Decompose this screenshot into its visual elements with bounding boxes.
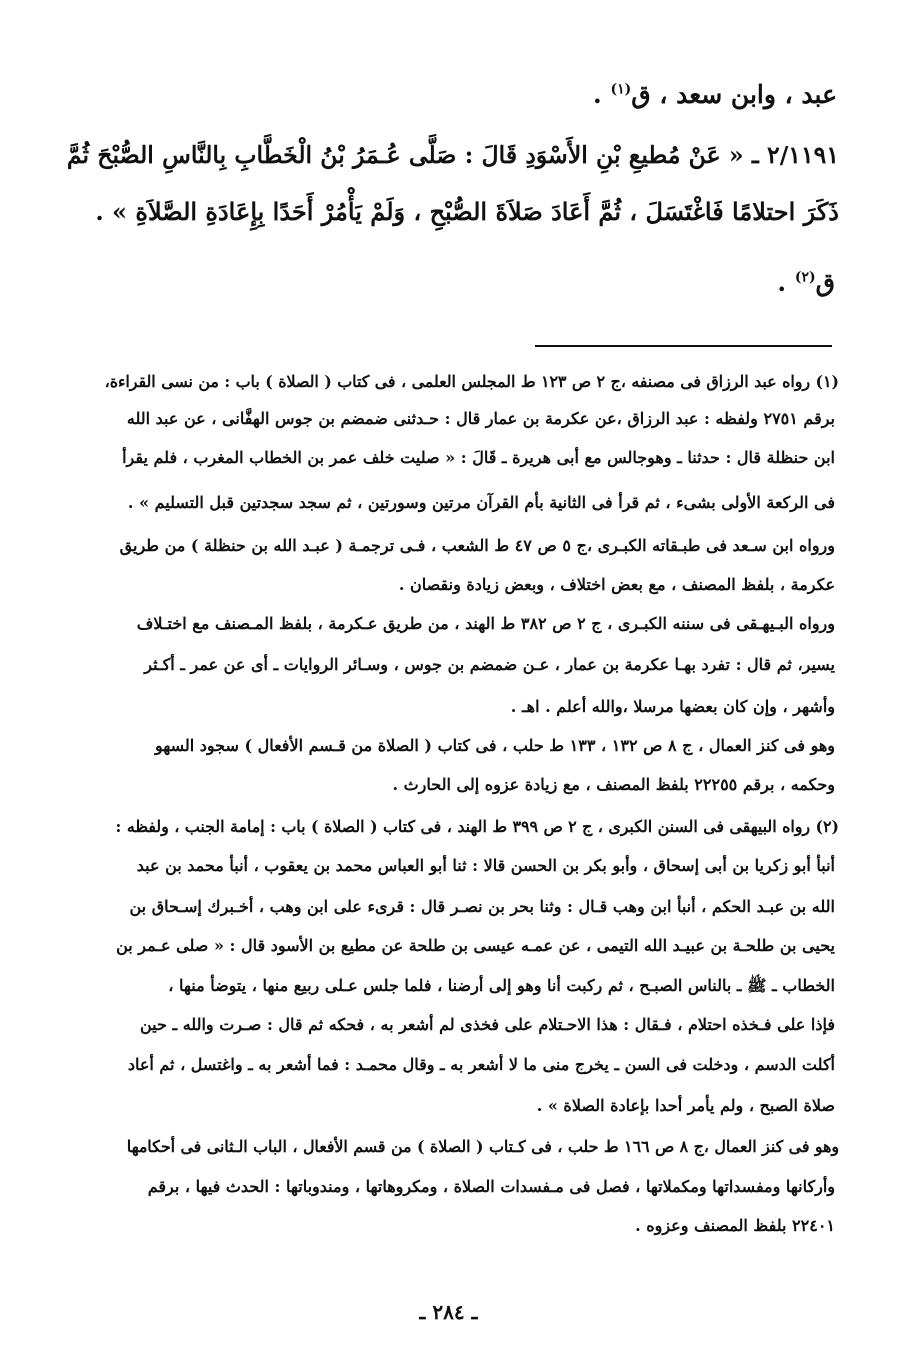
- main-text-line-1: [593, 80, 837, 109]
- hadith-line-2: ذَكَرَ احتلامًا فَاغْتَسَلَ ، ثُمَّ أَعَادَ صَلاَةَ الصُّبْحِ ، وَلَمْ يَأْمُرْ أَحَدًا بِإِعَادَةِ الصَّلاَةِ » .: [95, 197, 839, 226]
- footnote-line: ابن حنظلة قال : حدثنا ـ وهوجالس مع أبى هريرة ـ قَالَ : « صليت خلف عمر بن الخطاب المغرب ، فلم يقرأ: [122, 448, 835, 467]
- footnote-ref-2[interactable]: (٢): [794, 269, 816, 286]
- main-text: عبد ، وابن سعد ، ق: [631, 80, 837, 109]
- footnote-line: الخطاب ـ ﷺ ـ بالناس الصبـح ، ثم ركبت أنا وهو إلى أرضنا ، فلما جلس عـلى ربيع منها ، يتوضأ منها ،: [168, 976, 835, 995]
- hadith-line-1: ٢/١١٩١ ـ « عَنْ مُطيعِ بْنِ الأَسْوَدِ قَالَ : صَلَّى عُـمَرُ بْنُ الْخَطَّابِ بِالنَّاسِ الصُّبْحَ ثُمَّ: [66, 141, 839, 169]
- footnote-line: صلاة الصبح ، ولم يأمر أحدا بإعادة الصلاة » .: [536, 1096, 835, 1115]
- footnote-line: برقم ٢٧٥١ ولفظه : عبد الرزاق ،عن عكرمة بن عمار قال : حـدثنى ضمضم بن جوس الهفَّانى ، عن عبد الله: [126, 409, 835, 428]
- footnote-line: يحيى بن طلحـة بن عبيـد الله التيمى ، عن عمـه عيسى بن طلحة عن مطيع بن الأسود قال : « صلى عـمر بن: [116, 936, 835, 955]
- footnote-line: وحكمه ، برقم ٢٢٢٥٥ بلفظ المصنف ، مع زيادة عزوه إلى الحارث .: [392, 775, 835, 794]
- footnote-ref-1[interactable]: (١): [610, 81, 632, 98]
- footnote-line: فى الركعة الأولى بشىء ، ثم قرأ فى الثانية بأم القرآن مرتين وسورتين ، ثم سجد سجدتين قبل التسليم » .: [127, 493, 835, 512]
- footnote-line: يسير، ثم قال : تفرد بهـا عكرمة بن عمار ، عـن ضمضم بن جوس ، وسـائر الروايات ـ أى عن عمر ـ أكـثر: [144, 655, 835, 674]
- footnote-line: (١) رواه عبد الرزاق فى مصنفه ،ج ٢ ص ١٢٣ ط المجلس العلمى ، فى كتاب ( الصلاة ) باب : من نسى القراءة،: [104, 372, 839, 391]
- footnote-line: أنبأ أبو زكريا بن أبى إسحاق ، وأبو بكر بن الحسن قالا : ثنا أبو العباس محمد بن يعقوب ، أنبأ محمد بن عبد: [136, 856, 835, 875]
- footnote-line: ٢٢٤٠١ بلفظ المصنف وعزوه .: [635, 1216, 835, 1235]
- footnote-line: أكلت الدسم ، ودخلت فى السن ـ يخرج منى ما لا أشعر به ـ وقال محمـد : فما أشعر به ـ واغتسل ، ثم أعاد: [127, 1055, 835, 1074]
- main-text-end: .: [593, 80, 611, 109]
- footnote-line: وأشهر ، وإن كان بعضها مرسلا ،والله أعلم . اهـ .: [510, 697, 835, 716]
- main-text-line-3: [777, 268, 835, 297]
- main-text: ق: [815, 268, 835, 297]
- main-text-end: .: [777, 268, 795, 297]
- page-number: ـ ٢٨٤ ـ: [419, 1300, 478, 1324]
- footnote-line: وهو فى كنز العمال ، ج ٨ ص ١٣٢ ، ١٣٣ ط حلب ، فى كتاب ( الصلاة من قـسم الأفعال ) سجود السهو: [154, 736, 835, 755]
- footnote-line: الله بن عبـد الحكم ، أنبأ ابن وهب قـال : وثنا بحر بن نصـر قال : قرىء على ابن وهب ، أخـبرك إسـحاق بن: [129, 897, 835, 916]
- footnote-line: ورواه البـيهـقى فى سننه الكبـرى ، ج ٢ ص ٣٨٢ ط الهند ، من طريق عـكرمة ، بلفظ المـصنف مع اختـلاف: [136, 614, 835, 633]
- footnote-line: وهو فى كنز العمال ،ج ٨ ص ١٦٦ ط حلب ، فى كـتاب ( الصلاة ) من قسم الأفعال ، الباب الـثانى فى أحكامها: [126, 1137, 839, 1156]
- footnote-divider: [535, 345, 832, 347]
- footnote-line: وأركانها ومفسداتها ومكملاتها ، فصل فى مـفسدات الصلاة ، ومكروهاتها ، ومندوباتها : الحدث فيها ، برقم: [147, 1177, 835, 1196]
- footnote-line: (٢) رواه البيهقى فى السنن الكبرى ، ج ٢ ص ٣٩٩ ط الهند ، فى كتاب ( الصلاة ) باب : إمامة الجنب ، ولفظه :: [115, 817, 839, 836]
- footnote-line: فإذا على فـخذه احتلام ، فـقال : هذا الاحـتلام على فخذى لم أشعر به ، فحكه ثم قال : صـرت والله ـ حين: [139, 1015, 835, 1034]
- footnote-line: ورواه ابن سـعد فى طبـقاته الكبـرى ،ج ٥ ص ٤٧ ط الشعب ، فـى ترجمـة ( عبـد الله بن حنظلة ) من طريق: [119, 536, 835, 555]
- footnote-line: عكرمة ، بلفظ المصنف ، مع بعض اختلاف ، وبعض زيادة ونقصان .: [398, 575, 835, 594]
